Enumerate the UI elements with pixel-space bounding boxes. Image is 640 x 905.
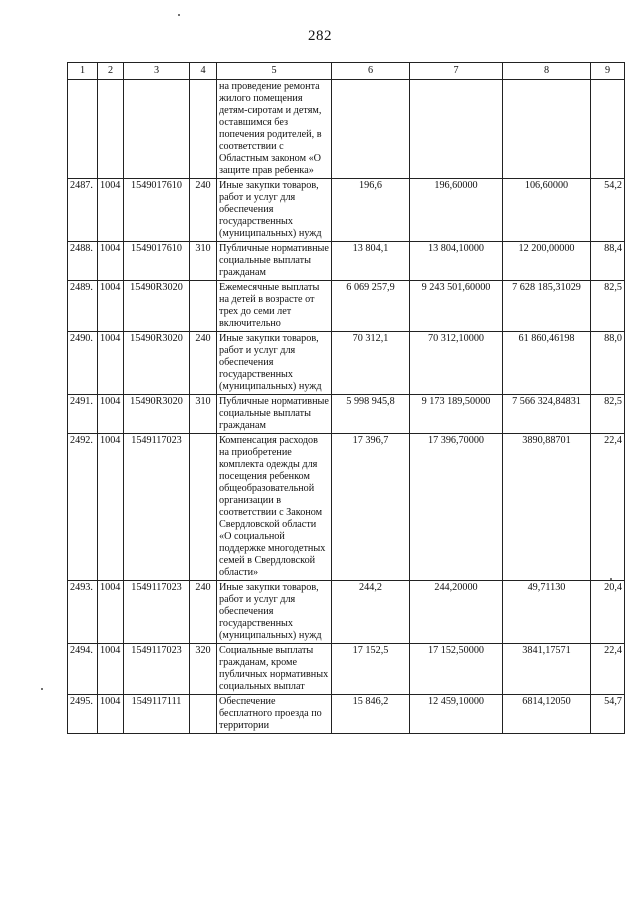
- expense-name: Иные закупки товаров, работ и услуг для обеспечения государственных (муниципальных) нужд: [217, 179, 332, 242]
- target-code: 1549017610: [124, 179, 190, 242]
- approved-amount: 244,2: [332, 581, 410, 644]
- expense-kind: 240: [190, 332, 217, 395]
- table-row: [68, 179, 625, 242]
- planned-amount: [410, 80, 503, 179]
- executed-amount: 3841,17571: [503, 644, 591, 695]
- target-code: 15490R3020: [124, 332, 190, 395]
- approved-amount: 70 312,1: [332, 332, 410, 395]
- execution-percent: 82,5: [591, 395, 625, 434]
- executed-amount: 7 628 185,31029: [503, 281, 591, 332]
- expense-kind: 320: [190, 644, 217, 695]
- executed-amount: 6814,12050: [503, 695, 591, 734]
- section-code: [98, 80, 124, 179]
- table-row: [68, 581, 625, 644]
- execution-percent: 88,4: [591, 242, 625, 281]
- target-code: 1549017610: [124, 242, 190, 281]
- executed-amount: 7 566 324,84831: [503, 395, 591, 434]
- planned-amount: 196,60000: [410, 179, 503, 242]
- scan-speck: [178, 14, 180, 16]
- expense-name: Иные закупки товаров, работ и услуг для обеспечения государственных (муниципальных) нужд: [217, 332, 332, 395]
- table-row: [68, 281, 625, 332]
- row-number: 2492.: [68, 434, 98, 581]
- row-number: [68, 80, 98, 179]
- approved-amount: [332, 80, 410, 179]
- approved-amount: 17 152,5: [332, 644, 410, 695]
- table-row: [68, 80, 625, 179]
- target-code: 15490R3020: [124, 281, 190, 332]
- section-code: 1004: [98, 281, 124, 332]
- planned-amount: 17 396,70000: [410, 434, 503, 581]
- table-row: [68, 332, 625, 395]
- executed-amount: [503, 80, 591, 179]
- planned-amount: 17 152,50000: [410, 644, 503, 695]
- row-number: 2490.: [68, 332, 98, 395]
- section-code: 1004: [98, 332, 124, 395]
- expense-kind: 310: [190, 395, 217, 434]
- page-number: 282: [308, 28, 332, 44]
- planned-amount: 9 243 501,60000: [410, 281, 503, 332]
- expense-kind: [190, 80, 217, 179]
- table-row: [68, 695, 625, 734]
- target-code: 1549117023: [124, 644, 190, 695]
- expense-name: Публичные нормативные социальные выплаты гражданам: [217, 242, 332, 281]
- column-number: 9: [591, 63, 625, 80]
- section-code: 1004: [98, 395, 124, 434]
- target-code: 1549117111: [124, 695, 190, 734]
- approved-amount: 5 998 945,8: [332, 395, 410, 434]
- section-code: 1004: [98, 242, 124, 281]
- execution-percent: 22,4: [591, 644, 625, 695]
- row-number: 2493.: [68, 581, 98, 644]
- approved-amount: 6 069 257,9: [332, 281, 410, 332]
- expense-name: Иные закупки товаров, работ и услуг для обеспечения государственных (муниципальных) нужд: [217, 581, 332, 644]
- execution-percent: [591, 80, 625, 179]
- execution-percent: 20,4: [591, 581, 625, 644]
- column-number: 2: [98, 63, 124, 80]
- execution-percent: 54,2: [591, 179, 625, 242]
- approved-amount: 13 804,1: [332, 242, 410, 281]
- executed-amount: 3890,88701: [503, 434, 591, 581]
- section-code: 1004: [98, 644, 124, 695]
- approved-amount: 17 396,7: [332, 434, 410, 581]
- expense-name: на проведение ремонта жилого помещения детям-сиротам и детям, оставшимся без попечения родителей, в соответствии с Областным законом «О защите прав ребенка»: [217, 80, 332, 179]
- expense-name: Ежемесячные выплаты на детей в возрасте от трех до семи лет включительно: [217, 281, 332, 332]
- expense-name: Обеспечение бесплатного проезда по территории: [217, 695, 332, 734]
- planned-amount: 9 173 189,50000: [410, 395, 503, 434]
- section-code: 1004: [98, 179, 124, 242]
- row-number: 2495.: [68, 695, 98, 734]
- expense-kind: 240: [190, 581, 217, 644]
- executed-amount: 106,60000: [503, 179, 591, 242]
- row-number: 2489.: [68, 281, 98, 332]
- row-number: 2488.: [68, 242, 98, 281]
- target-code: 1549117023: [124, 581, 190, 644]
- executed-amount: 49,71130: [503, 581, 591, 644]
- column-number: 4: [190, 63, 217, 80]
- execution-percent: 22,4: [591, 434, 625, 581]
- executed-amount: 61 860,46198: [503, 332, 591, 395]
- table-body: [68, 80, 625, 734]
- section-code: 1004: [98, 695, 124, 734]
- budget-table: [67, 62, 625, 734]
- planned-amount: 70 312,10000: [410, 332, 503, 395]
- column-number: 1: [68, 63, 98, 80]
- table-row: [68, 644, 625, 695]
- column-number: 6: [332, 63, 410, 80]
- column-number-row: [68, 63, 625, 80]
- table-row: [68, 395, 625, 434]
- expense-kind: [190, 695, 217, 734]
- target-code: 1549117023: [124, 434, 190, 581]
- table-row: [68, 434, 625, 581]
- target-code: [124, 80, 190, 179]
- execution-percent: 88,0: [591, 332, 625, 395]
- planned-amount: 13 804,10000: [410, 242, 503, 281]
- execution-percent: 82,5: [591, 281, 625, 332]
- section-code: 1004: [98, 581, 124, 644]
- expense-kind: [190, 434, 217, 581]
- expense-name: Компенсация расходов на приобретение комплекта одежды для посещения ребенком общеобразовательной организации в соответствии с Законом Свердловской области «О социальной поддержке многодетных семей в Свердловской области»: [217, 434, 332, 581]
- column-number: 8: [503, 63, 591, 80]
- section-code: 1004: [98, 434, 124, 581]
- approved-amount: 196,6: [332, 179, 410, 242]
- row-number: 2491.: [68, 395, 98, 434]
- column-number: 3: [124, 63, 190, 80]
- expense-kind: [190, 281, 217, 332]
- scan-speck: [41, 688, 43, 690]
- expense-kind: 240: [190, 179, 217, 242]
- executed-amount: 12 200,00000: [503, 242, 591, 281]
- expense-name: Социальные выплаты гражданам, кроме публичных нормативных социальных выплат: [217, 644, 332, 695]
- approved-amount: 15 846,2: [332, 695, 410, 734]
- column-number: 5: [217, 63, 332, 80]
- expense-kind: 310: [190, 242, 217, 281]
- planned-amount: 244,20000: [410, 581, 503, 644]
- expense-name: Публичные нормативные социальные выплаты гражданам: [217, 395, 332, 434]
- row-number: 2487.: [68, 179, 98, 242]
- execution-percent: 54,7: [591, 695, 625, 734]
- column-number: 7: [410, 63, 503, 80]
- target-code: 15490R3020: [124, 395, 190, 434]
- table-row: [68, 242, 625, 281]
- scan-speck: [610, 578, 612, 580]
- row-number: 2494.: [68, 644, 98, 695]
- planned-amount: 12 459,10000: [410, 695, 503, 734]
